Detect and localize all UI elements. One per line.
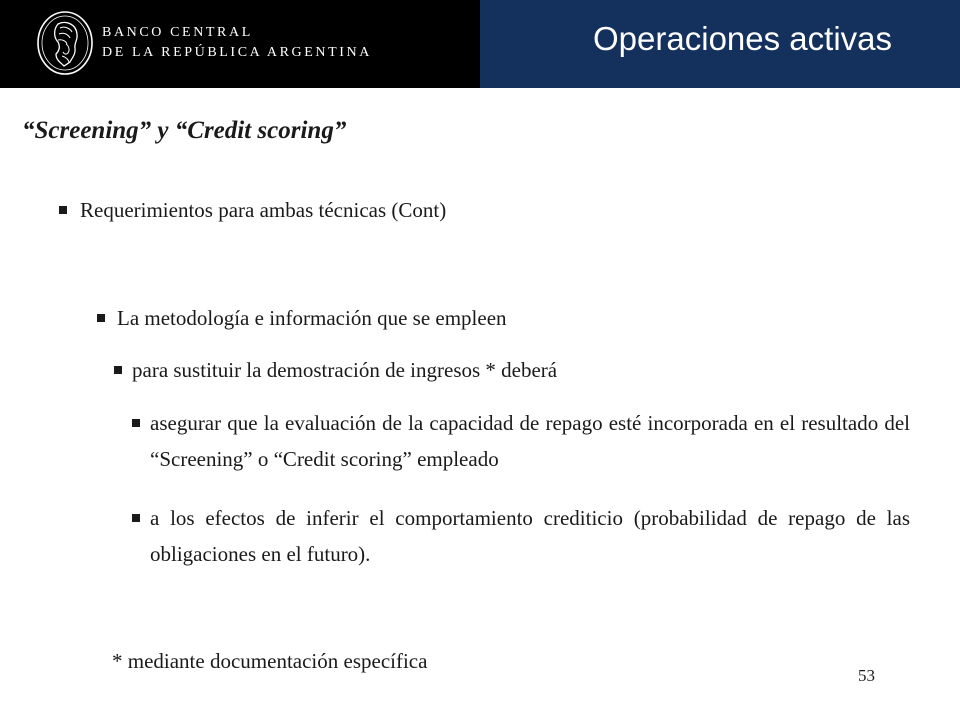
bullet-text: La metodología e información que se empleen	[117, 306, 507, 330]
bullet-level-4	[132, 405, 910, 477]
bullet-text: Requerimientos para ambas técnicas (Cont)	[80, 198, 447, 222]
bcra-seal-icon	[36, 10, 94, 76]
bank-name-line2: DE LA REPÚBLICA ARGENTINA	[102, 45, 372, 60]
slide-header	[0, 0, 960, 88]
square-bullet-icon	[132, 514, 140, 522]
bullet-level-2	[97, 300, 657, 336]
bank-name	[102, 23, 372, 63]
square-bullet-icon	[132, 419, 140, 427]
square-bullet-icon	[97, 314, 105, 322]
bullet-level-3	[114, 352, 734, 388]
bank-name-line1: BANCO CENTRAL	[102, 25, 253, 40]
bullet-text: a los efectos de inferir el comportamiento crediticio (probabilidad de repago de las obligaciones en el futuro).	[150, 506, 910, 566]
slide-section-title: Operaciones activas	[593, 20, 892, 57]
square-bullet-icon	[114, 366, 122, 374]
footnote: * mediante documentación específica	[112, 649, 428, 673]
square-bullet-icon	[59, 206, 67, 214]
page-number: 53	[858, 666, 875, 685]
bullet-level-1	[59, 192, 619, 228]
header-title-band	[480, 0, 960, 88]
bullet-text: para sustituir la demostración de ingresos * deberá	[132, 358, 558, 382]
bullet-text: asegurar que la evaluación de la capacidad de repago esté incorporada en el resultado del “Screening” o “Credit scoring” empleado	[150, 411, 910, 471]
slide-subtitle: “Screening” y “Credit scoring”	[22, 117, 347, 144]
bullet-level-4	[132, 500, 910, 572]
header-logo-band	[0, 0, 480, 88]
